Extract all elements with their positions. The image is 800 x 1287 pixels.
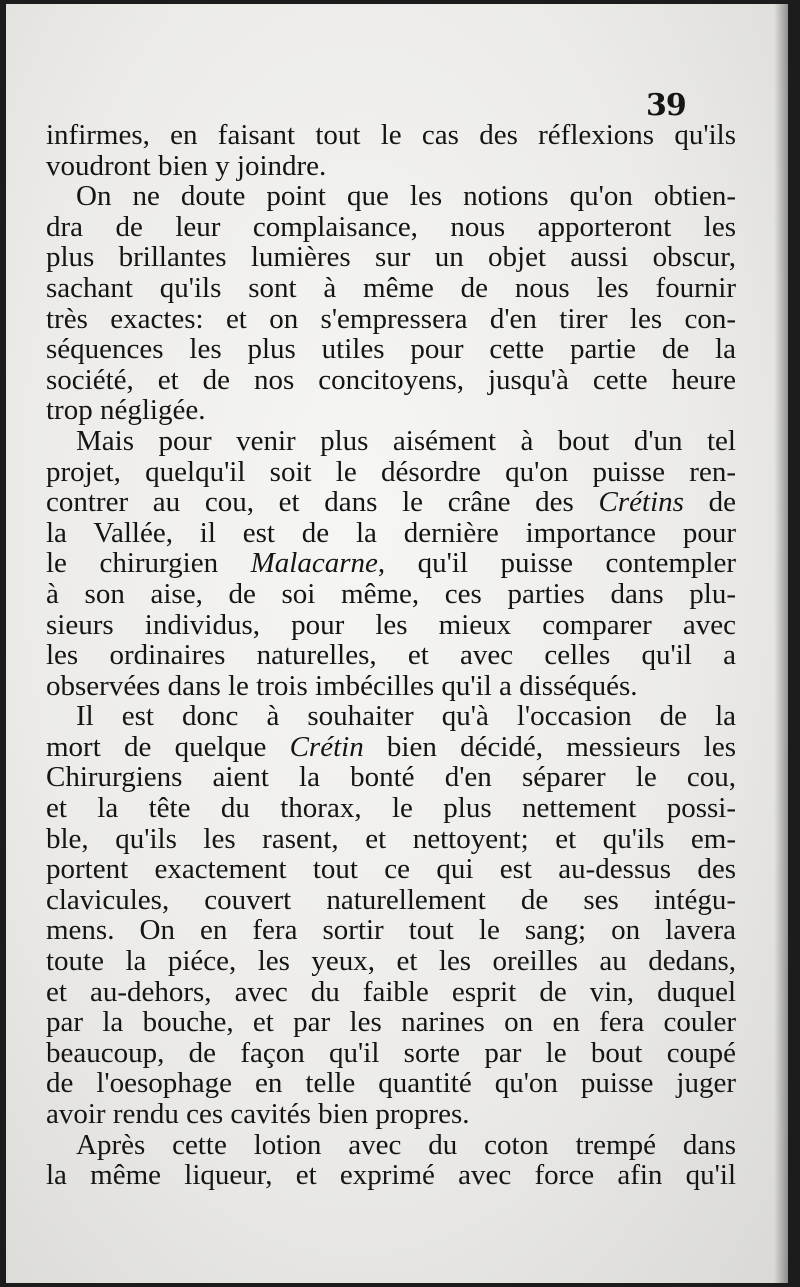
text-line: à son aise, de soi même, ces parties dans plu-: [46, 577, 736, 610]
text-line: Après cette lotion avec du coton trempé dans: [76, 1128, 736, 1161]
text-segment: mort de quelque: [46, 730, 290, 763]
text-line: Chirurgiens aient la bonté d'en séparer le cou,: [46, 761, 736, 794]
page-edge-shadow: [774, 4, 788, 1283]
text-segment: bien décidé, messieurs les: [363, 730, 737, 763]
text-line: avoir rendu ces cavités bien propres.: [46, 1098, 470, 1130]
text-line: par la bouche, et par les narines on en fera couler: [46, 1006, 736, 1039]
text-line: [46, 487, 736, 518]
text-segment: le chirurgien: [46, 547, 251, 580]
book-page: [6, 4, 788, 1283]
text-segment: contrer au cou, et dans le crâne des: [46, 486, 599, 519]
text-line: clavicules, couvert naturellement de ses intégu-: [46, 883, 736, 916]
text-line: société, et de nos concitoyens, jusqu'à cette heure: [46, 363, 736, 396]
text-line: sieurs individus, pour les mieux comparer avec: [46, 608, 736, 641]
text-line: la même liqueur, et exprimé avec force afin qu'il: [46, 1159, 736, 1192]
text-line: mens. On en fera sortir tout le sang; on lavera: [46, 914, 736, 947]
text-line: Il est donc à souhaiter qu'à l'occasion de la: [76, 700, 736, 733]
text-line: voudront bien y joindre.: [46, 149, 327, 182]
body-text: [46, 120, 736, 1191]
text-line: et la tête du thorax, le plus nettement possi-: [46, 792, 736, 825]
italic-term: Crétin: [289, 730, 364, 763]
text-line: et au-dehors, avec du faible esprit de vin, duquel: [46, 975, 736, 1008]
text-line: ble, qu'ils les rasent, et nettoyent; et qu'ils em-: [46, 822, 736, 855]
text-segment: , qu'il puisse contempler: [377, 547, 736, 580]
text-line: portent exactement tout ce qui est au-dessus des: [46, 853, 736, 886]
text-line: observées dans le trois imbécilles qu'il a disséqués.: [46, 669, 638, 702]
text-line: beaucoup, de façon qu'il sorte par le bout coupé: [46, 1036, 736, 1069]
page-number: 39: [646, 88, 686, 123]
text-line: plus brillantes lumières sur un objet aussi obscur,: [46, 241, 736, 274]
text-segment: de: [683, 486, 736, 519]
text-line: de l'oesophage en telle quantité qu'on puisse juger: [46, 1067, 736, 1100]
text-line: toute la piéce, les yeux, et les oreilles au dedans,: [46, 945, 736, 978]
text-line: dra de leur complaisance, nous apporteront les: [46, 210, 736, 243]
text-line: [46, 548, 736, 579]
text-line: très exactes: et on s'empressera d'en tirer les con-: [46, 302, 736, 335]
text-line: [46, 732, 736, 763]
text-line: trop négligée.: [46, 394, 206, 427]
text-line: la Vallée, il est de la dernière importance pour: [46, 516, 736, 549]
text-line: infirmes, en faisant tout le cas des réflexions qu'ils: [46, 119, 736, 151]
text-line: projet, quelqu'il soit le désordre qu'on puisse ren-: [46, 455, 736, 488]
italic-term: Crétins: [598, 486, 684, 519]
italic-term: Malacarne: [250, 547, 378, 580]
text-line: On ne doute point que les notions qu'on obtien-: [76, 180, 736, 213]
text-line: sachant qu'ils sont à même de nous les fournir: [46, 271, 736, 304]
text-line: les ordinaires naturelles, et avec celles qu'il a: [46, 639, 736, 672]
text-line: séquences les plus utiles pour cette partie de la: [46, 333, 736, 366]
text-line: Mais pour venir plus aisément à bout d'un tel: [76, 424, 736, 457]
